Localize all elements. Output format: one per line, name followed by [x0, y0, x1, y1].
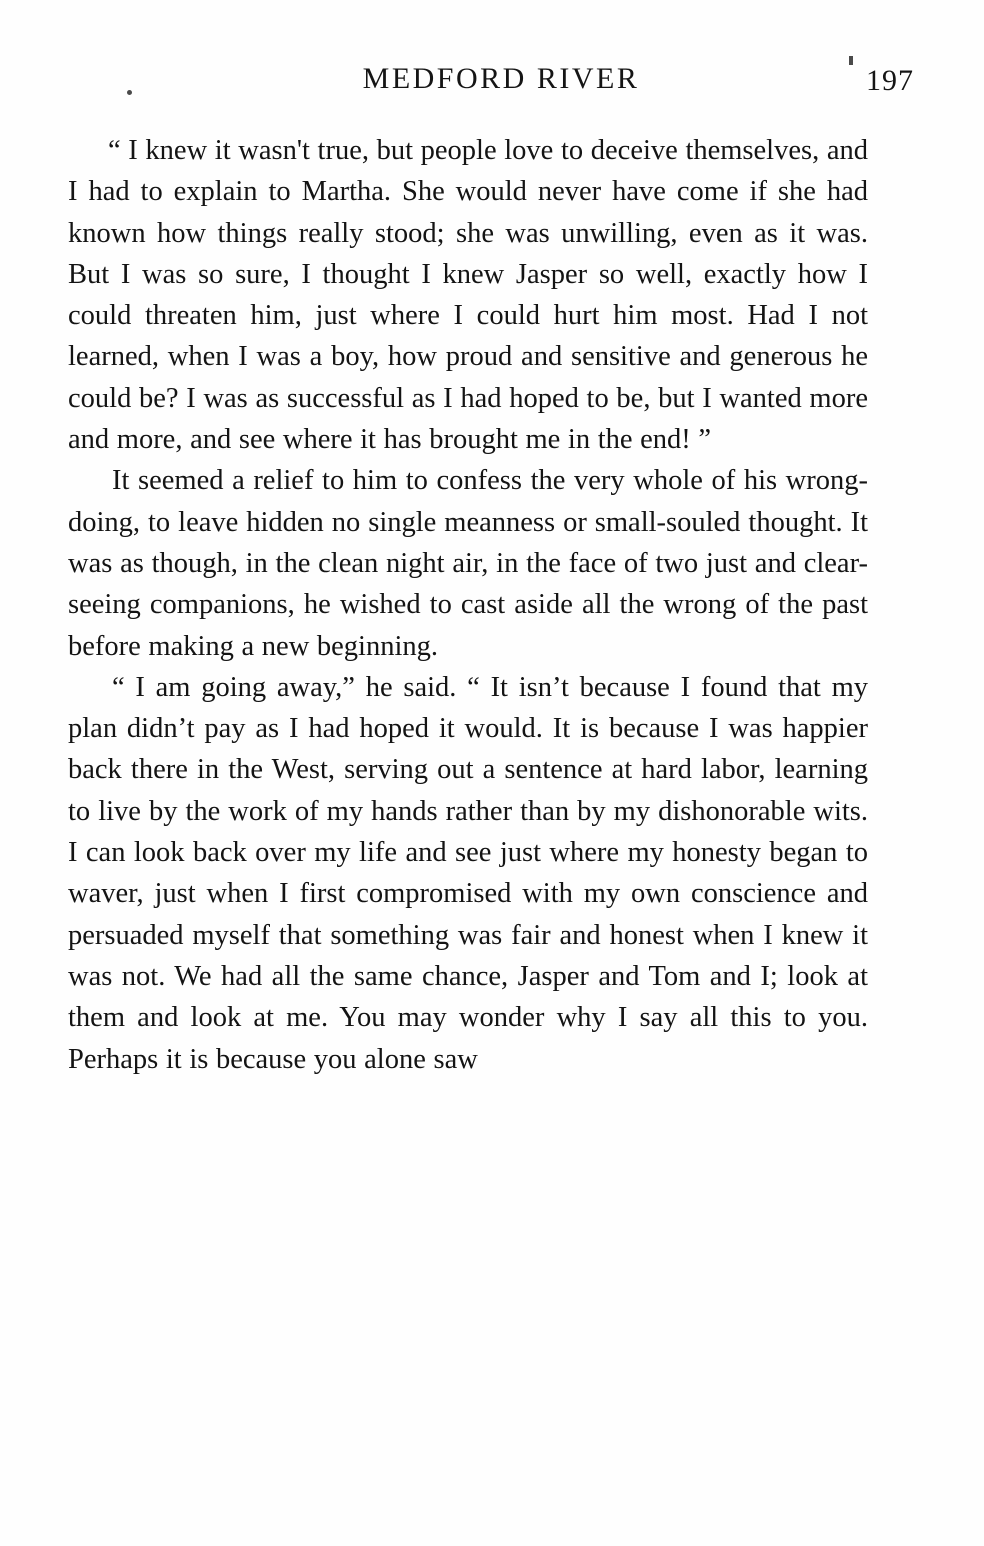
body-text	[68, 130, 868, 1080]
paragraph: “ I am going away,” he said. “ It isn’t because I found that my plan didn’t pay as I had hoped it would. It is because I was happier back there in the West, serving out a sentence at hard labor, learning to live by the work of my hands rather than by my dishonorable wits. I can look back over my life and see just where my honesty began to waver, just when I first compromised with my own conscience and persuaded myself that something was fair and honest when I knew it was not. We had all the same chance, Jasper and Tom and I; look at them and look at me. You may wonder why I say all this to you. Perhaps it is because you alone saw	[68, 671, 868, 1075]
page-number: 197	[866, 64, 914, 97]
running-head: MEDFORD RIVER	[362, 62, 640, 95]
page-header	[70, 62, 914, 110]
paragraph: It seemed a relief to him to confess the very whole of his wrong-doing, to leave hidden no single meanness or small-souled thought. It was as though, in the clean night air, in the face of two just and clear-seeing companions, he wished to cast aside all the wrong of the past before making a new beginning.	[68, 465, 868, 662]
paragraph: “ I knew it wasn't true, but people love to deceive themselves, and I had to explain to Martha. She would never have come if she had known how things really stood; she was unwilling, even as it was. But I was so sure, I thought I knew Jasper so well, exactly how I could threaten him, just where I could hurt him most. Had I not learned, when I was a boy, how proud and sensitive and generous he could be? I was as successful as I had hoped to be, but I wanted more and more, and see where it has brought me in the end! ”	[68, 135, 868, 456]
